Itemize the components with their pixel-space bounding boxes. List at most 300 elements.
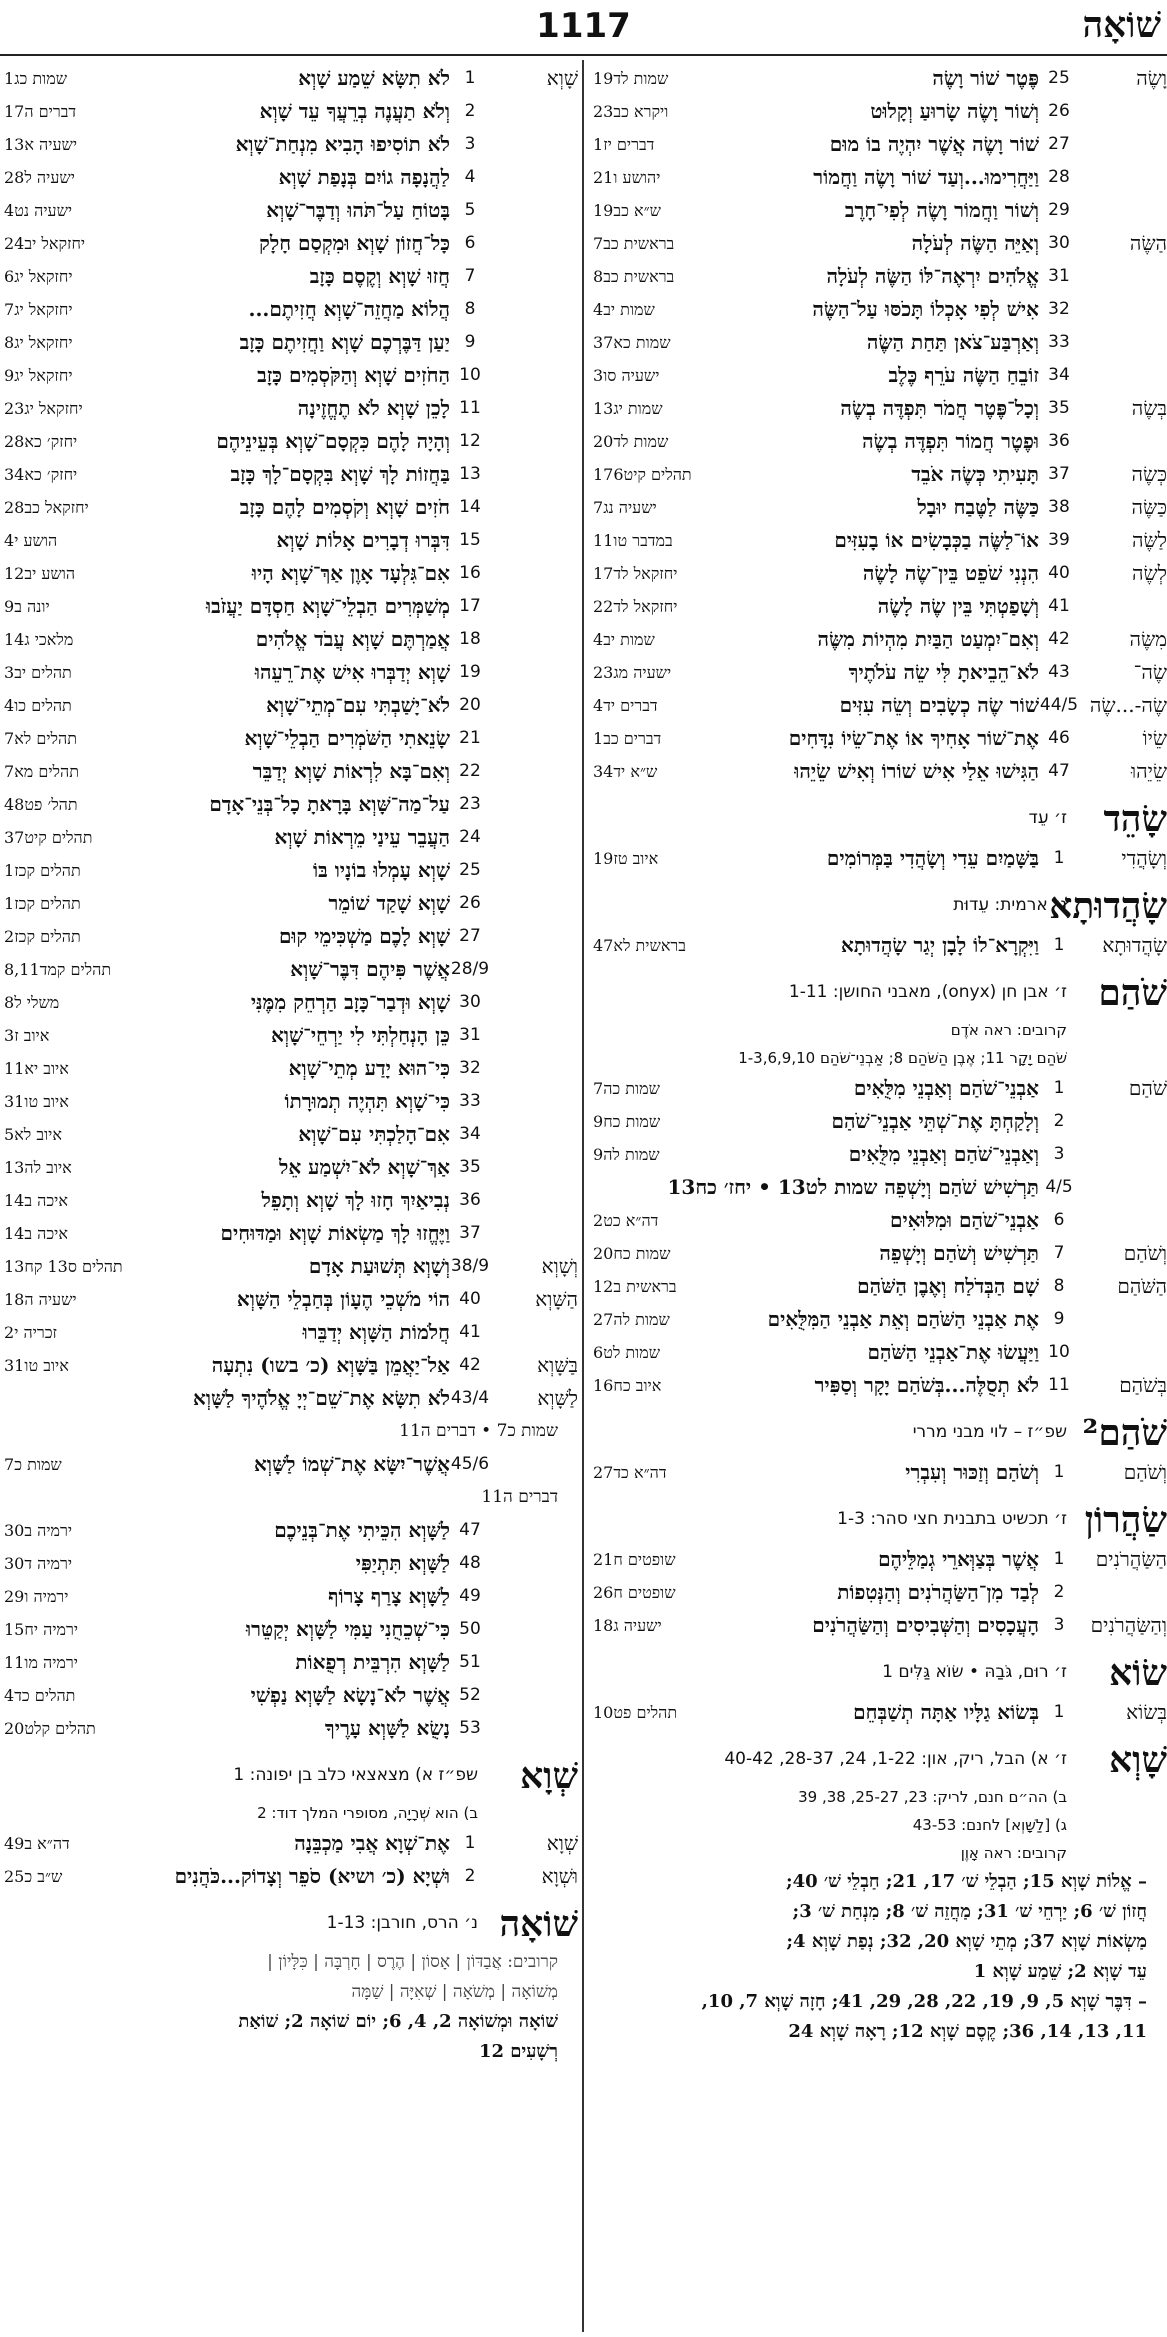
citation-line xyxy=(0,392,578,425)
citation-reference: דה״א כט2 xyxy=(593,1211,659,1230)
citation-number: 45/6 xyxy=(450,1454,490,1474)
citation-line xyxy=(589,689,1167,722)
citation-line xyxy=(0,788,578,821)
citation-line xyxy=(589,1303,1167,1336)
collocation-line: רְשָׁעִים 12 xyxy=(478,2041,558,2062)
citation-number: 8 xyxy=(464,299,476,319)
citation-number: 44/5 xyxy=(1039,695,1079,715)
citation-line xyxy=(589,95,1167,128)
related-note: מְשׁוֹאָה | מְשֹׁאָה | שְׁאִיָּה | שַׁמָּה xyxy=(351,1982,558,2002)
citation-reference: איוב ז3 xyxy=(4,1026,50,1045)
citation-text: הָעֲכָסִים וְהַשְּׁבִיסִים וְהַשַּׂהֲרֹנִים xyxy=(812,1613,1039,1637)
citation-reference: יחזקאל יג7 xyxy=(4,300,73,319)
citation-reference: איוב לא5 xyxy=(4,1125,62,1144)
citation-text: וְלֹא תַעֲנֶה בְרֵעֲךָ עֵד שָׁוְא xyxy=(259,99,450,123)
citation-number: 41 xyxy=(1048,596,1070,616)
citation-reference: שמות יג13 xyxy=(593,399,663,418)
citation-text: כֵּן הָנְחַלְתִּי לִי יַרְחֵי־שָׁוְא xyxy=(271,1023,450,1047)
citation-line xyxy=(0,590,578,623)
collocation-line: שׁוֹאָה וּמְשׁוֹאָה 2, 4, 6; יוֹם שׁוֹאָה 2; שׁוֹאַת xyxy=(238,2011,558,2032)
citation-reference: ירמיה מו11 xyxy=(4,1653,78,1672)
citation-text: לַשָּׁוְא הִכֵּיתִי אֶת־בְּנֵיכֶם xyxy=(274,1518,450,1542)
citation-text: לֹא תוֹסִיפוּ הָבִיא מִנְחַת־שָׁוְא xyxy=(235,132,450,156)
citation-number: 6 xyxy=(464,233,476,253)
related-note: קרובים: ראה אֹדֶם xyxy=(950,1021,1067,1039)
citation-line xyxy=(0,161,578,194)
citation-line xyxy=(0,689,578,722)
citation-line xyxy=(0,887,578,920)
citation-line xyxy=(589,722,1167,755)
citation-reference: תהלים פט10 xyxy=(593,1703,678,1722)
citation-reference: איוב טו31 xyxy=(4,1092,69,1111)
citation-reference: דברים יז1 xyxy=(593,135,655,154)
citation-line xyxy=(0,821,578,854)
lemma-form: כְּשֶׂה xyxy=(1131,462,1167,486)
citation-line xyxy=(589,842,1167,875)
citation-number: 4 xyxy=(464,167,476,187)
citation-text: יַעַן דַּבֶּרְכֶם שָׁוְא וַחֲזִיתֶם כָּזָב xyxy=(239,330,450,354)
citation-number: 40 xyxy=(459,1289,481,1309)
lemma-form: הַשָּׁוְא xyxy=(535,1287,578,1311)
citation-line xyxy=(0,524,578,557)
citation-reference: יחזקאל יג23 xyxy=(4,399,83,418)
citation-number: 10 xyxy=(1048,1342,1070,1362)
citation-number: 1 xyxy=(1053,848,1065,868)
citation-reference: תהלים קמד8,11 xyxy=(4,960,112,979)
left-column xyxy=(0,62,578,2332)
citation-number: 34 xyxy=(459,1124,481,1144)
entry-shoham-2-lines xyxy=(589,1456,1167,1489)
citation-line xyxy=(589,1270,1167,1303)
entry-sheva-lines xyxy=(0,1827,578,1893)
citation-reference: מלאכי ג14 xyxy=(4,630,74,649)
citation-reference: ישעיה א13 xyxy=(4,135,78,154)
citation-number: 29 xyxy=(1048,200,1070,220)
citation-number: 11 xyxy=(459,398,481,418)
citation-text: אֶת אַבְנֵי הַשֹּׁהַם וְאֵת אַבְנֵי הַמִּלֻּאִים xyxy=(767,1307,1039,1331)
citation-number: 51 xyxy=(459,1652,481,1672)
citation-line xyxy=(0,1151,578,1184)
entry-sho-lines xyxy=(589,1696,1167,1729)
citation-line xyxy=(589,359,1167,392)
lemma-form: לַשֶּׂה xyxy=(1131,528,1167,552)
entry-sahadi-lines xyxy=(589,842,1167,875)
reference-text: דברים ה11 xyxy=(481,1487,558,1507)
citation-text: אֲשֶׁר־יִשָּׂא אֶת־שְׁמוֹ לַשָּׁוְא xyxy=(254,1452,450,1476)
citation-text: שָׁוְא עָמְלוּ בוֹנָיו בּוֹ xyxy=(312,858,450,882)
citation-number: 9 xyxy=(464,332,476,352)
lemma-form: שָׂהֲדוּתָא xyxy=(1102,933,1167,957)
citation-line xyxy=(589,1138,1167,1171)
citation-number: 42 xyxy=(1048,629,1070,649)
citation-number: 47 xyxy=(459,1520,481,1540)
citation-text: וְשׁוֹר וַחֲמוֹר וָשֶׂה לְפִי־חָרֶב xyxy=(844,198,1039,222)
entry-shav-lines-c xyxy=(0,1514,578,1745)
citation-number: 7 xyxy=(1053,1243,1065,1263)
citation-text: אִישׁ לְפִי אָכְלוֹ תָּכֹסּוּ עַל־הַשֶּׂה xyxy=(812,297,1039,321)
collocation-line: 11, 13, 14, 36; קֶסֶם שָׁוְא 12; רָאָה שָׁוְא 24 xyxy=(788,2021,1147,2042)
citation-number: 26 xyxy=(1048,101,1070,121)
citation-number: 27 xyxy=(1048,134,1070,154)
citation-reference: תהלים קכז1 xyxy=(4,861,81,880)
citation-number: 53 xyxy=(459,1718,481,1738)
citation-reference: בראשית כב8 xyxy=(593,267,675,286)
citation-line xyxy=(589,491,1167,524)
citation-text: אַבְנֵי־שֹׁהַם וְאַבְנֵי מִלֻּאִים xyxy=(853,1076,1039,1100)
citation-reference: איכה ב14 xyxy=(4,1191,68,1210)
citation-text: אַל־יַאֲמֵן בַּשָּׁוְא (כ׳ בשו) נִתְעָה xyxy=(211,1353,450,1377)
citation-reference: ש״א יד34 xyxy=(593,762,658,781)
citation-line xyxy=(589,1456,1167,1489)
citation-text: הַחֹזִים שָׁוְא וְהַקֹּסְמִים כָּזָב xyxy=(257,363,450,387)
lemma-form: וְהַשַּׂהֲרֹנִים xyxy=(1090,1613,1167,1637)
citation-text: תַּרְשִׁישׁ שֹׁהַם וְיָשְׁפֵה שמות לט13 • יחז׳ כח13 xyxy=(667,1175,1039,1199)
citation-reference: שמות לד20 xyxy=(593,432,669,451)
lemma-form: לַשָּׁוְא xyxy=(537,1386,578,1410)
citation-text: לֹא־הֵבֵיאתָ לִּי שֵׂה עֹלֹתֶיךָ xyxy=(848,660,1039,684)
citation-reference: יחזקאל יג9 xyxy=(4,366,73,385)
citation-number: 31 xyxy=(1048,266,1070,286)
citation-line xyxy=(589,1696,1167,1729)
citation-number: 49 xyxy=(459,1586,481,1606)
entry-word: שְׁוָא xyxy=(520,1755,578,1797)
citation-text: לֹא תִשָּׂא אֶת־שֵׁם־יְיָ אֱלֹהֶיךָ לַשָּׁוְא xyxy=(193,1386,450,1410)
citation-text: אֶת־שְׁוָא אֲבִי מַכְבֵּנָה xyxy=(294,1831,450,1855)
citation-line xyxy=(0,458,578,491)
citation-text: וְאַבְנֵי־שֹׁהַם וְאַבְנֵי מִלֻּאִים xyxy=(848,1142,1039,1166)
citation-number: 37 xyxy=(459,1223,481,1243)
sense-b: ב) הה״ם חנם, לריק: 23, 25-27, 38, 39 xyxy=(798,1788,1067,1806)
citation-text: וְשֹׁהַם וְזַכּוּר וְעִבְרִי xyxy=(905,1460,1039,1484)
citation-number: 2 xyxy=(1053,1111,1065,1131)
reference-text: שמות כ7 • דברים ה11 xyxy=(399,1421,558,1441)
entry-word: שַׂהֲרוֹן xyxy=(1084,1499,1167,1541)
citation-line xyxy=(589,623,1167,656)
citation-number: 47 xyxy=(1048,761,1070,781)
citation-reference: יחזק׳ כא28 xyxy=(4,432,78,451)
citation-reference: הושע י4 xyxy=(4,531,58,550)
citation-reference: שמות כ7 xyxy=(4,1455,62,1474)
citation-line xyxy=(0,920,578,953)
citation-number: 43/4 xyxy=(450,1388,490,1408)
reference-line xyxy=(0,1481,578,1514)
citation-line xyxy=(0,227,578,260)
citation-line xyxy=(0,1580,578,1613)
citation-number: 43 xyxy=(1048,662,1070,682)
citation-reference: הושע יב12 xyxy=(4,564,76,583)
citation-text: שָׁוְא שָׁקַד שׁוֹמֵר xyxy=(328,891,450,915)
citation-text: לֹא תִשָּׂא שֵׁמַע שָׁוְא xyxy=(298,66,450,90)
citation-text: חֹזִים שָׁוְא וְקֹסְמִים לָהֶם כָּזָב xyxy=(239,495,450,519)
citation-number: 50 xyxy=(459,1619,481,1639)
lemma-form: בְּשֹׁהַם xyxy=(1119,1373,1167,1397)
citation-number: 3 xyxy=(1053,1144,1065,1164)
entry-saharon-lines xyxy=(589,1543,1167,1642)
citation-reference: תהלים קלט20 xyxy=(4,1719,96,1738)
collocation-line: מַשְׂאוֹת שָׁוְא 37; מְתֵי שָׁוְא 20, 32; נְפַת שָׁוְא 4; xyxy=(786,1931,1147,1952)
citation-line xyxy=(0,722,578,755)
related-note: קרובים: אֲבַדּוֹן | אָסוֹן | הֶרֶס | חָרְבָּה | כִּלָּיוֹן | xyxy=(267,1952,558,1972)
citation-text: שׁוֹר שֶׂה כְשָׂבִים וְשֵׂה עִזִּים xyxy=(839,693,1039,717)
citation-line xyxy=(589,1171,1167,1204)
citation-text: וְשׁוֹר וָשֶׂה שָׂרוּעַ וְקָלוּט xyxy=(870,99,1039,123)
lemma-form: שְׁוָא xyxy=(546,1831,578,1855)
citation-text: אֲשֶׁר פִּיהֶם דִּבֶּר־שָׁוְא xyxy=(290,957,450,981)
lemma-form: בְּשׂוֹא xyxy=(1126,1700,1167,1724)
citation-text: לַהֲנָפָה גוֹיִם בְּנָפַת שָׁוְא xyxy=(278,165,450,189)
citation-text: הַעֲבֵר עֵינַי מֵרְאוֹת שָׁוְא xyxy=(274,825,450,849)
entry-shoah xyxy=(0,1901,578,1947)
citation-reference: שמות יב4 xyxy=(593,300,655,319)
citation-line xyxy=(589,227,1167,260)
citation-reference: שמות כג1 xyxy=(4,69,68,88)
citation-reference: דה״א כד27 xyxy=(593,1463,667,1482)
citation-line xyxy=(589,1576,1167,1609)
citation-line xyxy=(589,1237,1167,1270)
citation-text: אַבְנֵי־שֹׁהַם וּמִלּוּאִים xyxy=(889,1208,1039,1232)
citation-text: לְבַד מִן־הַשַּׂהֲרֹנִים וְהַנְּטִפוֹת xyxy=(837,1580,1039,1604)
citation-line xyxy=(589,194,1167,227)
entry-definition: ז׳ א) הבל, ריק, און: 1-22, 24, 28-37, 40-42 xyxy=(724,1749,1067,1769)
citation-text: נְבִיאַיִךְ חָזוּ לָךְ שָׁוְא וְתָפֵל xyxy=(261,1188,450,1212)
lemma-form: הַשֶּׂה xyxy=(1129,231,1167,255)
citation-text: אֲשֶׁר בְּצַוְּארֵי גְמַלֵּיהֶם xyxy=(878,1547,1039,1571)
collocation-line: – דִּבֶּר שָׁוְא 5, 9, 19, 22, 28, 29, 41; חָזָה שָׁוְא 7, 10, xyxy=(701,1991,1147,2012)
entry-shav xyxy=(589,1737,1167,1783)
citation-line xyxy=(0,1118,578,1151)
citation-text: הֲלוֹא מַחֲזֵה־שָׁוְא חֲזִיתֶם... xyxy=(248,297,450,321)
citation-number: 27 xyxy=(459,926,481,946)
citation-number: 3 xyxy=(464,134,476,154)
citation-line xyxy=(0,1250,578,1283)
citation-reference: תהלים קכז1 xyxy=(4,894,81,913)
citation-number: 36 xyxy=(459,1190,481,1210)
citation-text: חֲזוּ שָׁוְא וְקֶסֶם כָּזָב xyxy=(309,264,450,288)
citation-text: לָכֵן שָׁוְא לֹא תֶחֱזֶינָה xyxy=(297,396,450,420)
entry-definition: ז׳ אבן חן (onyx), מאבני החושן: 1-11 xyxy=(788,982,1067,1002)
lemma-form: וְשָׁוְא xyxy=(541,1254,578,1278)
citation-reference: שמות כה7 xyxy=(593,1079,660,1098)
citation-reference: תהל׳ פט48 xyxy=(4,795,78,814)
entry-word: שָׁוְא xyxy=(1109,1739,1167,1781)
citation-line xyxy=(0,491,578,524)
citation-number: 20 xyxy=(459,695,481,715)
citation-text: אֱלֹהִים יִרְאֶה־לּוֹ הַשֶּׂה לְעֹלָה xyxy=(826,264,1039,288)
citation-line xyxy=(589,62,1167,95)
citation-reference: יחזק׳ כא34 xyxy=(4,465,78,484)
citation-reference: דה״א ב49 xyxy=(4,1834,70,1853)
entry-sho xyxy=(589,1650,1167,1696)
citation-reference: יחזקאל כב28 xyxy=(4,498,89,517)
citation-text: זוֹבֵחַ הַשֶּׂה עֹרֵף כֶּלֶב xyxy=(888,363,1039,387)
citation-number: 40 xyxy=(1048,563,1070,583)
citation-number: 8 xyxy=(1053,1276,1065,1296)
citation-number: 13 xyxy=(459,464,481,484)
citation-text: וְשָׁוְא תְּשׁוּעַת אָדָם xyxy=(308,1254,450,1278)
citation-number: 32 xyxy=(1048,299,1070,319)
citation-number: 12 xyxy=(459,431,481,451)
citation-text: וְכָל־פֶּטֶר חֲמֹר תִּפְדֶּה בְשֶׂה xyxy=(840,396,1039,420)
citation-text: אֲשֶׁר לֹא־נָשָׂא לַשָּׁוְא נַפְשִׁי xyxy=(250,1683,450,1707)
lemma-form: וָשֶׂה xyxy=(1136,66,1167,90)
citation-text: וְלָקַחְתָּ אֶת־שְׁתֵּי אַבְנֵי־שֹׁהַם xyxy=(831,1109,1039,1133)
citation-text: כַּשֶּׂה לַטֶּבַח יוּבָל xyxy=(917,495,1039,519)
citation-text: חֲלֹמוֹת הַשָּׁוְא יְדַבֵּרוּ xyxy=(302,1320,450,1344)
citation-reference: תהלים כד4 xyxy=(4,1686,76,1705)
citation-number: 31 xyxy=(459,1025,481,1045)
citation-text: לֹא תְסֻלֶּה...בְּשֹׁהַם יָקָר וְסַפִּיר xyxy=(814,1373,1039,1397)
citation-line xyxy=(589,1072,1167,1105)
entry-sahadi xyxy=(589,796,1167,842)
citation-text: אִם־הָלַכְתִּי עִם־שָׁוְא xyxy=(298,1122,450,1146)
citation-text: וַיֶּחֱזוּ לָךְ מַשְׂאוֹת שָׁוְא וּמַדּוּחִים xyxy=(220,1221,450,1245)
citation-number: 32 xyxy=(459,1058,481,1078)
citation-number: 33 xyxy=(1048,332,1070,352)
citation-line xyxy=(0,656,578,689)
citation-line xyxy=(589,1336,1167,1369)
entry-shoham-2 xyxy=(589,1410,1167,1456)
citation-line xyxy=(0,755,578,788)
citation-text: וְשָׁפַטְתִּי בֵּין שֶׂה לָשֶׂה xyxy=(877,594,1039,618)
entry-definition: ז׳ עֵד xyxy=(1028,808,1067,828)
lemma-form: וְשֹׁהַם xyxy=(1123,1241,1167,1265)
citation-text: לַשָּׁוְא הִרְבֵּית רְפֻאוֹת xyxy=(295,1650,450,1674)
citation-line xyxy=(0,128,578,161)
citation-text: כִּי־הוּא יָדַע מְתֵי־שָׁוְא xyxy=(288,1056,450,1080)
entry-definition: ז׳ רוּם, גֹּבַהּ • שׂוֹא גַּלִּים 1 xyxy=(882,1662,1067,1682)
citation-text: וּשְׁיָא (כ׳ ושיא) סֹפֵר וְצָדוֹק...כֹּהֲנִים xyxy=(174,1864,450,1888)
citation-reference: ויקרא כב23 xyxy=(593,102,669,121)
citation-number: 26 xyxy=(459,893,481,913)
citation-number: 11 xyxy=(1048,1375,1070,1395)
citation-line xyxy=(589,929,1167,962)
citation-line xyxy=(0,1547,578,1580)
citation-number: 4/5 xyxy=(1045,1177,1073,1197)
citation-line xyxy=(589,128,1167,161)
citation-line xyxy=(589,1369,1167,1402)
citation-reference: משלי ל8 xyxy=(4,993,60,1012)
citation-number: 9 xyxy=(1053,1309,1065,1329)
citation-reference: ירמיה ב30 xyxy=(4,1521,73,1540)
citation-reference: דברים כב1 xyxy=(593,729,662,748)
citation-line xyxy=(0,95,578,128)
citation-line xyxy=(0,260,578,293)
citation-number: 23 xyxy=(459,794,481,814)
citation-text: הוֹי מֹשְׁכֵי הֶעָוֹן בְּחַבְלֵי הַשָּׁוְא xyxy=(236,1287,450,1311)
citation-line xyxy=(589,293,1167,326)
citation-reference: יחזקאל יב24 xyxy=(4,234,86,253)
citation-line xyxy=(589,1609,1167,1642)
citation-number: 38 xyxy=(1048,497,1070,517)
entry-sahaduta-lines xyxy=(589,929,1167,962)
lemma-form: שֹׁהַם xyxy=(1128,1076,1167,1100)
citation-text: לַשָּׁוְא תִּתְיַפִּי xyxy=(355,1551,450,1575)
citation-reference: דברים יד4 xyxy=(593,696,658,715)
citation-reference: תהלים קיט176 xyxy=(593,465,692,484)
citation-line xyxy=(589,260,1167,293)
page-header xyxy=(0,0,1167,56)
entry-word: שׂוֹא xyxy=(1109,1652,1167,1694)
citation-text: תַּרְשִׁישׁ וְשֹׁהַם וְיָשְׁפֵה xyxy=(879,1241,1039,1265)
citation-number: 17 xyxy=(459,596,481,616)
citation-text: פֶּטֶר שׁוֹר וָשֶׂה xyxy=(932,66,1039,90)
citation-reference: שמות לה9 xyxy=(593,1145,660,1164)
citation-number: 21 xyxy=(459,728,481,748)
citation-reference: בראשית ב12 xyxy=(593,1277,677,1296)
citation-reference: יחזקאל יג6 xyxy=(4,267,73,286)
citation-reference: איוב טו31 xyxy=(4,1356,69,1375)
citation-reference: ישעיה ג18 xyxy=(593,1616,662,1635)
citation-text: בְּשׂוֹא גַלָּיו אַתָּה תְשַׁבְּחֵם xyxy=(853,1700,1039,1724)
entry-definition: נ׳ ארמית: עֵדוּת xyxy=(953,895,1067,915)
citation-number: 25 xyxy=(1048,68,1070,88)
entry-definition: נ׳ הרס, חורבן: 1-13 xyxy=(326,1913,478,1933)
citation-text: וְאִם־בָּא לִרְאוֹת שָׁוְא יְדַבֵּר xyxy=(252,759,450,783)
citation-reference: שמות כח9 xyxy=(593,1112,661,1131)
citation-text: שָׁוְא וּדְבַר־כָּזָב הַרְחֵק מִמֶּנִּי xyxy=(250,990,450,1014)
entry-definition: שפ״ז – לוי מבני מררי xyxy=(912,1422,1067,1442)
citation-reference: זכריה י2 xyxy=(4,1323,58,1342)
entry-definition: שפ״ז א) מצאצאי כלב בן יפונה: 1 xyxy=(233,1765,478,1785)
citation-number: 37 xyxy=(1048,464,1070,484)
citation-number: 42 xyxy=(459,1355,481,1375)
citation-reference: ירמיה יח15 xyxy=(4,1620,79,1639)
citation-text: נָשֻׂא לַשָּׁוְא עָרֶיךָ xyxy=(324,1716,450,1740)
citation-line xyxy=(0,623,578,656)
citation-line xyxy=(0,1514,578,1547)
citation-reference: ירמיה ד30 xyxy=(4,1554,73,1573)
citation-reference: תהלים קכז2 xyxy=(4,927,81,946)
citation-text: שָׁוְא לָכֶם מַשְׁכִּימֵי קוּם xyxy=(278,924,450,948)
citation-reference: איוב טז19 xyxy=(593,849,659,868)
lemma-form: שֵׂיֵהוּ xyxy=(1130,759,1167,783)
citation-number: 2 xyxy=(1053,1582,1065,1602)
citation-number: 7 xyxy=(464,266,476,286)
citation-reference: בראשית לא47 xyxy=(593,936,686,955)
citation-text: שָׁוְא יְדַבְּרוּ אִישׁ אֶת־רֵעֵהוּ xyxy=(254,660,450,684)
citation-text: וְאִם־יִמְעַט הַבַּיִת מִהְיוֹת מִשֶּׂה xyxy=(817,627,1039,651)
citation-line xyxy=(589,1204,1167,1237)
citation-reference: איוב לה13 xyxy=(4,1158,72,1177)
lemma-form: כַּשֶּׂה xyxy=(1131,495,1167,519)
entry-saharon xyxy=(589,1497,1167,1543)
citation-text: מְשַׁמְּרִים הַבְלֵי־שָׁוְא חַסְדָּם יַעֲזֹבוּ xyxy=(205,594,450,618)
lemma-form: לְשֶׂה xyxy=(1131,561,1167,585)
citation-text: בַּחֲזוֹת לָךְ שָׁוְא בִּקְסָם־לָךְ כָּזָב xyxy=(230,462,450,486)
citation-number: 14 xyxy=(459,497,481,517)
citation-reference: תהלים כו4 xyxy=(4,696,72,715)
citation-number: 1 xyxy=(464,68,476,88)
citation-text: שָׁם הַבְּדֹלַח וְאֶבֶן הַשֹּׁהַם xyxy=(857,1274,1039,1298)
citation-reference: ישעיה נג7 xyxy=(593,498,657,517)
citation-text: וַיִּקְרָא־לוֹ לָבָן יְגַר שָׂהֲדוּתָא xyxy=(841,933,1039,957)
citation-text: בָּטוֹחַ עַל־תֹּהוּ וְדַבֶּר־שָׁוְא xyxy=(266,198,450,222)
citation-reference: שמות לט6 xyxy=(593,1343,661,1362)
citation-text: שָׂנֵאתִי הַשֹּׁמְרִים הַבְלֵי־שָׁוְא xyxy=(244,726,450,750)
entry-word: שֹׁהַם xyxy=(1098,972,1167,1014)
citation-line xyxy=(589,425,1167,458)
right-column xyxy=(589,62,1167,2332)
citation-number: 1 xyxy=(1053,1078,1065,1098)
citation-number: 6 xyxy=(1053,1210,1065,1230)
citation-reference: תהלים ס13 קח13 xyxy=(4,1257,123,1276)
citation-line xyxy=(589,590,1167,623)
citation-number: 1 xyxy=(1053,935,1065,955)
citation-line xyxy=(0,1019,578,1052)
reference-line xyxy=(0,1415,578,1448)
citation-text: לַשָּׁוְא צָרַף צָרוֹף xyxy=(328,1584,450,1608)
citation-number: 19 xyxy=(459,662,481,682)
